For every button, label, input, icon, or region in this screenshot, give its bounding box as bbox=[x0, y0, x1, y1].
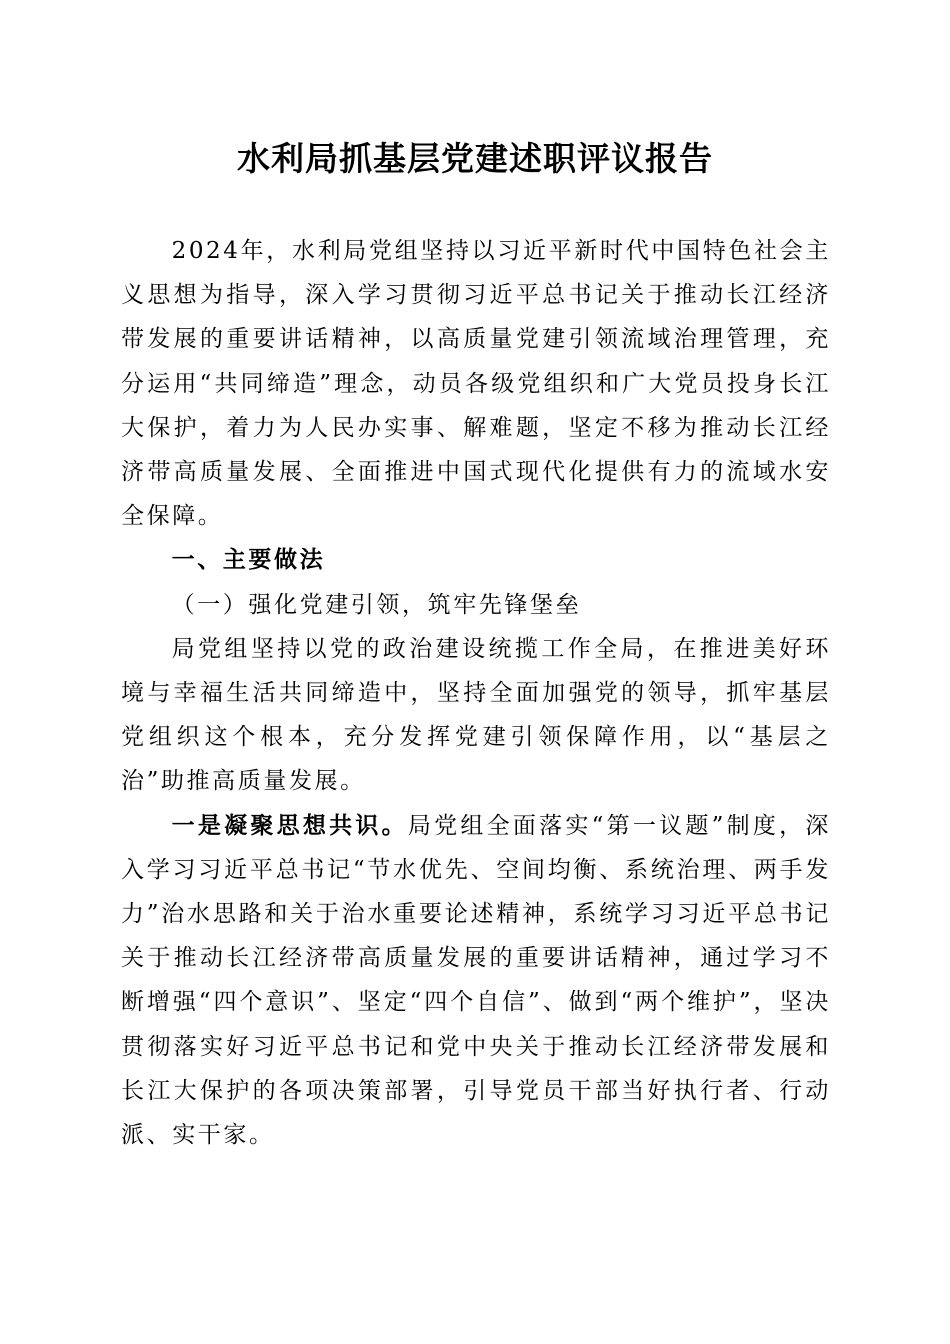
document-body bbox=[121, 229, 831, 1157]
point-lead: 一是凝聚思想共识。 bbox=[171, 811, 408, 839]
document-title: 水利局抓基层党建述职评议报告 bbox=[237, 139, 713, 178]
subsection-paragraph: 局党组坚持以党的政治建设统揽工作全局，在推进美好环境与幸福生活共同缔造中，坚持全面加强党的领导，抓牢基层党组织这个根本，充分发挥党建引领保障作用，以“基层之治”助推高质量发展。 bbox=[121, 635, 831, 795]
point-paragraph-1 bbox=[121, 804, 831, 1158]
intro-paragraph: 2024年，水利局党组坚持以习近平新时代中国特色社会主义思想为指导，深入学习贯彻习近平总书记关于推动长江经济带发展的重要讲话精神，以高质量党建引领流域治理管理，充分运用“共同缔造”理念，动员各级党组织和广大党员投身长江大保护，着力为人民办实事、解难题，坚定不移为推动长江经济带高质量发展、全面推进中国式现代化提供有力的流域水安全保障。 bbox=[121, 238, 831, 530]
point-text: 局党组全面落实“第一议题”制度，深入学习习近平总书记“节水优先、空间均衡、系统治理、两手发力”治水思路和关于治水重要论述精神，系统学习习近平总书记关于推动长江经济带高质量发展的重要讲话精神，通过学习不断增强“四个意识”、坚定“四个自信”、做到“两个维护”，坚决贯彻落实好习近平总书记和党中央关于推动长江经济带发展和长江大保护的各项决策部署，引导党员干部当好执行者、行动派、实干家。 bbox=[121, 812, 831, 1149]
subsection-heading-party-leadership: （一）强化党建引领，筑牢先锋堡垒 bbox=[171, 591, 582, 618]
section-heading-main-practices: 一、主要做法 bbox=[171, 547, 326, 574]
